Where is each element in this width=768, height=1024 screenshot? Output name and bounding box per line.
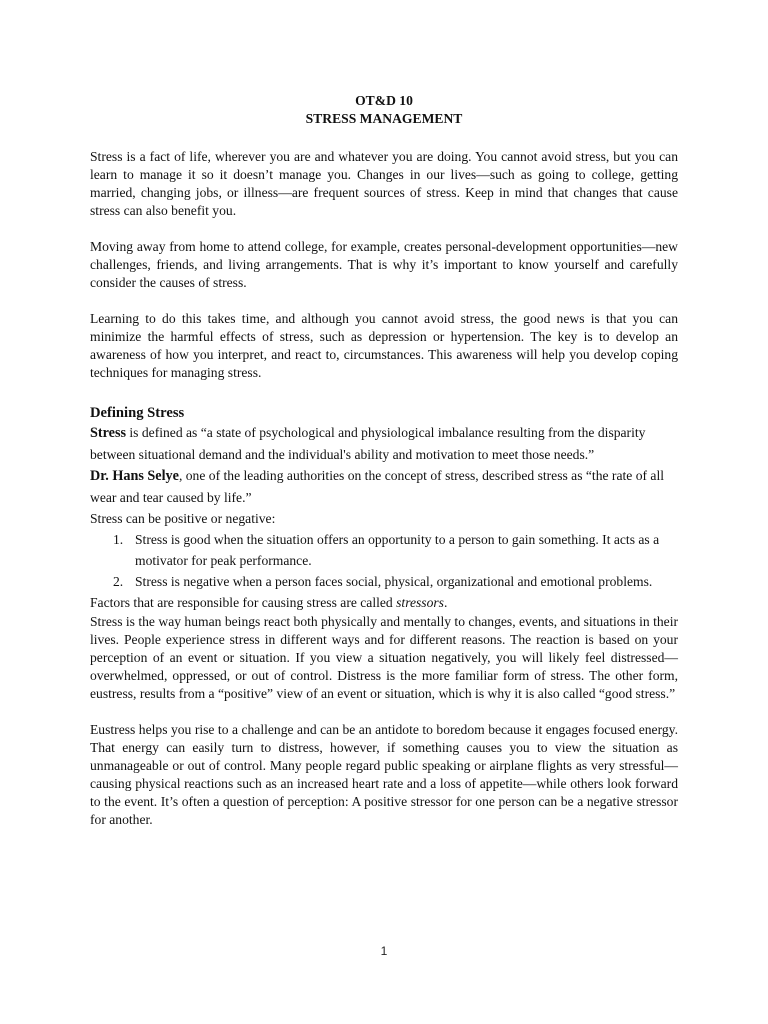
stress-definition [90, 422, 678, 465]
positive-negative-intro: Stress can be positive or negative: [90, 511, 276, 526]
list-item [113, 529, 678, 571]
stress-definition-text: is defined as “a state of psychological and physiological imbalance resulting from the disparity between situational demand and the individual's ability and motivation to meet those needs.” [90, 425, 646, 462]
stressors-line-prefix: Factors that are responsible for causing stress are called [90, 595, 397, 610]
stress-types-list [90, 529, 678, 592]
document-title [90, 92, 678, 128]
body-paragraph-1: Stress is the way human beings react both physically and mentally to changes, events, and situations in their lives. People experience stress in different ways and for different reasons. The reaction is based on your perception of an event or situation. If you view a situation negatively, you will likely feel distressed—overwhelmed, oppressed, or out of control. Distress is the more familiar form of stress. The other form, eustress, results from a “positive” view of an event or situation, which is why it is also called “good stress.” [90, 614, 678, 701]
body-paragraph-2: Eustress helps you rise to a challenge and can be an antidote to boredom because it engages focused energy. That energy can easily turn to distress, however, if something causes you to view the situation as unmanageable or out of control. Many people regard public speaking or airplane flights as very stressful—causing physical reactions such as an increased heart rate and a loss of appetite—while others look forward to the event. It’s often a question of perception: A positive stressor for one person can be a negative stressor for another. [90, 722, 678, 827]
selye-definition-text: , one of the leading authorities on the concept of stress, described stress as “the rate of all wear and tear caused by life.” [90, 468, 665, 505]
selye-name: Dr. Hans Selye [90, 468, 179, 484]
section-heading-defining-stress: Defining Stress [90, 405, 185, 421]
stressors-term: stressors [396, 595, 444, 610]
stressors-line-suffix: . [443, 595, 448, 610]
intro-paragraph-3: Learning to do this takes time, and although you cannot avoid stress, the good news is that you can minimize the harmful effects of stress, such as depression or hypertension. The key is to develop an awareness of how you interpret, and react to, circumstances. This awareness will help you develop coping techniques for managing stress. [90, 311, 678, 380]
list-item [113, 571, 678, 592]
list-item-text: Stress is negative when a person faces social, physical, organizational and emotional problems. [135, 574, 653, 589]
course-code: OT&D 10 [355, 93, 413, 108]
stress-term: Stress [90, 425, 126, 441]
intro-paragraph-1: Stress is a fact of life, wherever you are and whatever you are doing. You cannot avoid stress, but you can learn to manage it so it doesn’t manage you. Changes in our lives—such as going to college, getting married, changing jobs, or illness—are frequent sources of stress. Keep in mind that changes that cause stress can also benefit you. [90, 149, 678, 218]
list-item-number: 1. [113, 532, 124, 547]
selye-definition [90, 465, 678, 508]
list-item-number: 2. [113, 574, 124, 589]
stressors-line [90, 592, 678, 613]
document-heading: STRESS MANAGEMENT [305, 111, 463, 126]
page-number: 1 [380, 944, 388, 958]
intro-paragraph-2: Moving away from home to attend college, for example, creates personal-development opportunities—new challenges, friends, and living arrangements. That is why it’s important to know yourself and carefully consider the causes of stress. [90, 239, 678, 290]
list-item-text: Stress is good when the situation offers an opportunity to a person to gain something. It acts as a motivator for peak performance. [135, 532, 660, 568]
document-page [90, 92, 678, 847]
